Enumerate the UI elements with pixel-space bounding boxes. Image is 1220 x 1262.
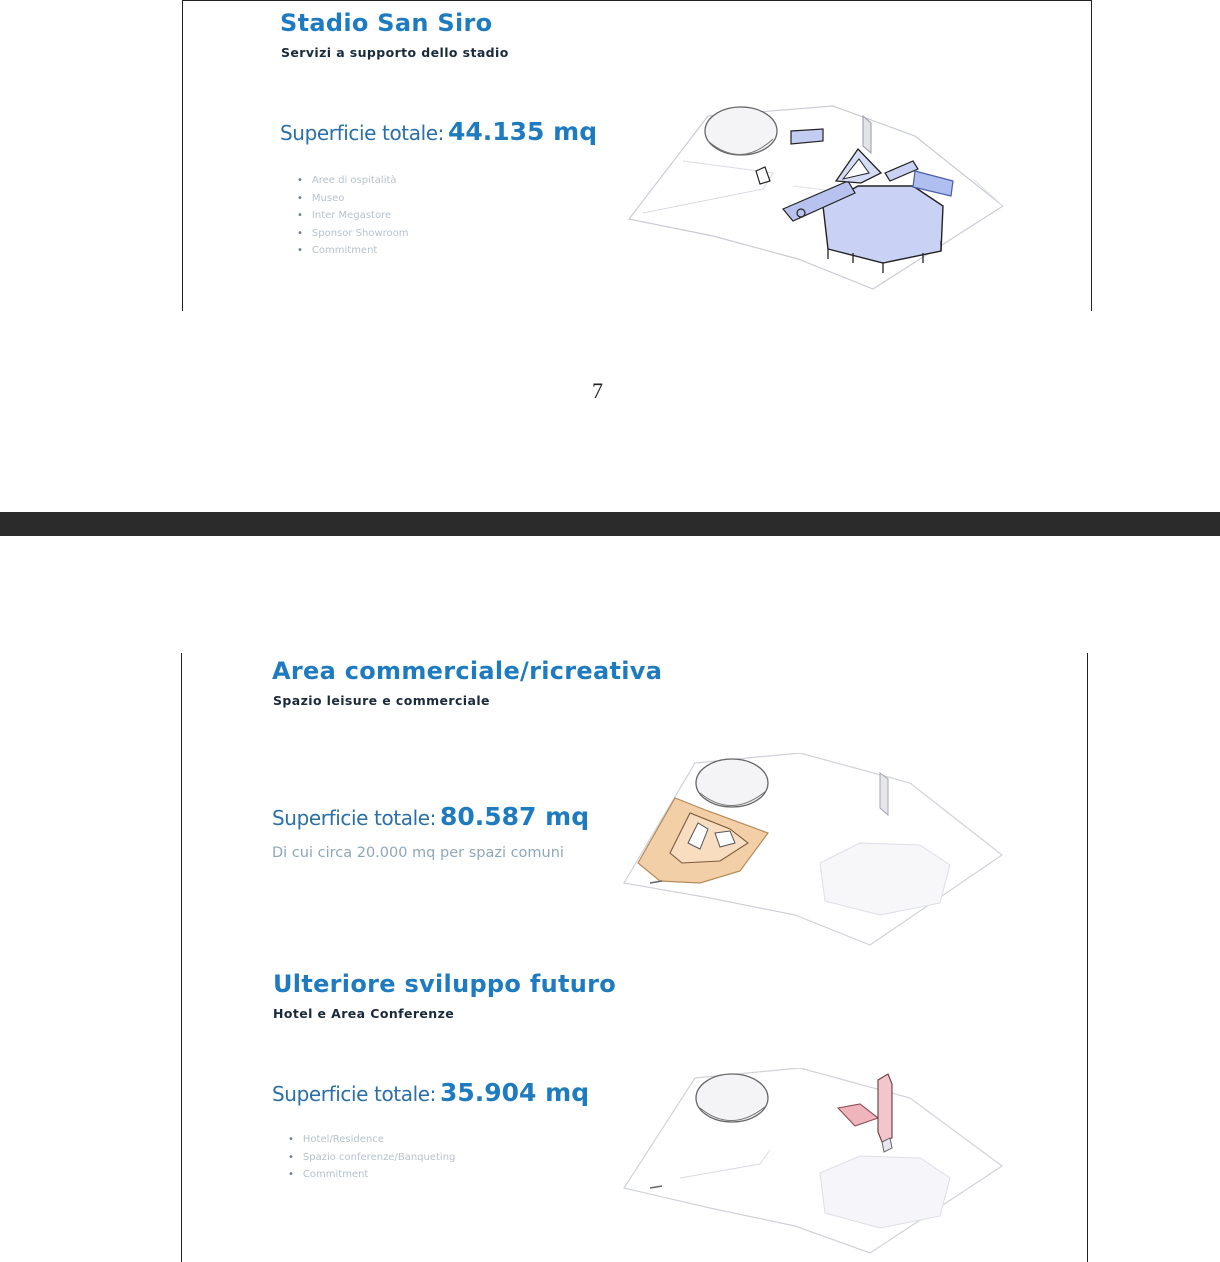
page-number: 7 xyxy=(592,378,603,403)
list-item: • Hotel/Residence xyxy=(288,1131,455,1149)
list-item: • Commitment xyxy=(297,242,409,260)
site-axonometric-drawing xyxy=(623,101,1008,296)
hotel-conferences-drawing xyxy=(620,1068,1005,1258)
page-separator xyxy=(0,512,1220,536)
slide-stadio-san-siro xyxy=(182,0,1092,311)
slide-title: Stadio San Siro xyxy=(280,9,493,37)
surface-total xyxy=(280,117,597,146)
surface-value: 44.135 mq xyxy=(447,117,598,146)
slide-subtitle: Servizi a supporto dello stadio xyxy=(281,45,509,60)
surface-label: Superficie totale: xyxy=(280,121,444,145)
section-2-list xyxy=(288,1131,455,1184)
services-list xyxy=(297,172,409,260)
section-2-subtitle: Hotel e Area Conferenze xyxy=(273,1006,455,1021)
list-item: • Commitment xyxy=(288,1166,455,1184)
section-1-surface-total xyxy=(272,802,589,831)
list-item: • Museo xyxy=(297,190,409,208)
section-2-surface-total xyxy=(272,1078,589,1107)
surface-value: 80.587 mq xyxy=(439,802,590,831)
section-1-note: Di cui circa 20.000 mq per spazi comuni xyxy=(272,845,564,861)
section-1-subtitle: Spazio leisure e commerciale xyxy=(273,693,490,708)
list-item: • Aree di ospitalità xyxy=(297,172,409,190)
surface-label: Superficie totale: xyxy=(272,806,436,830)
list-item: • Sponsor Showroom xyxy=(297,225,409,243)
surface-value: 35.904 mq xyxy=(439,1078,590,1107)
surface-label: Superficie totale: xyxy=(272,1082,436,1106)
slide-area-commerciale xyxy=(181,653,1088,1262)
section-1-title: Area commerciale/ricreativa xyxy=(272,657,663,685)
document-page-top xyxy=(0,0,1220,512)
commercial-area-drawing xyxy=(620,753,1005,953)
document-page-bottom xyxy=(0,536,1220,1262)
section-2-title: Ulteriore sviluppo futuro xyxy=(273,970,617,998)
list-item: • Inter Megastore xyxy=(297,207,409,225)
list-item: • Spazio conferenze/Banqueting xyxy=(288,1149,455,1167)
